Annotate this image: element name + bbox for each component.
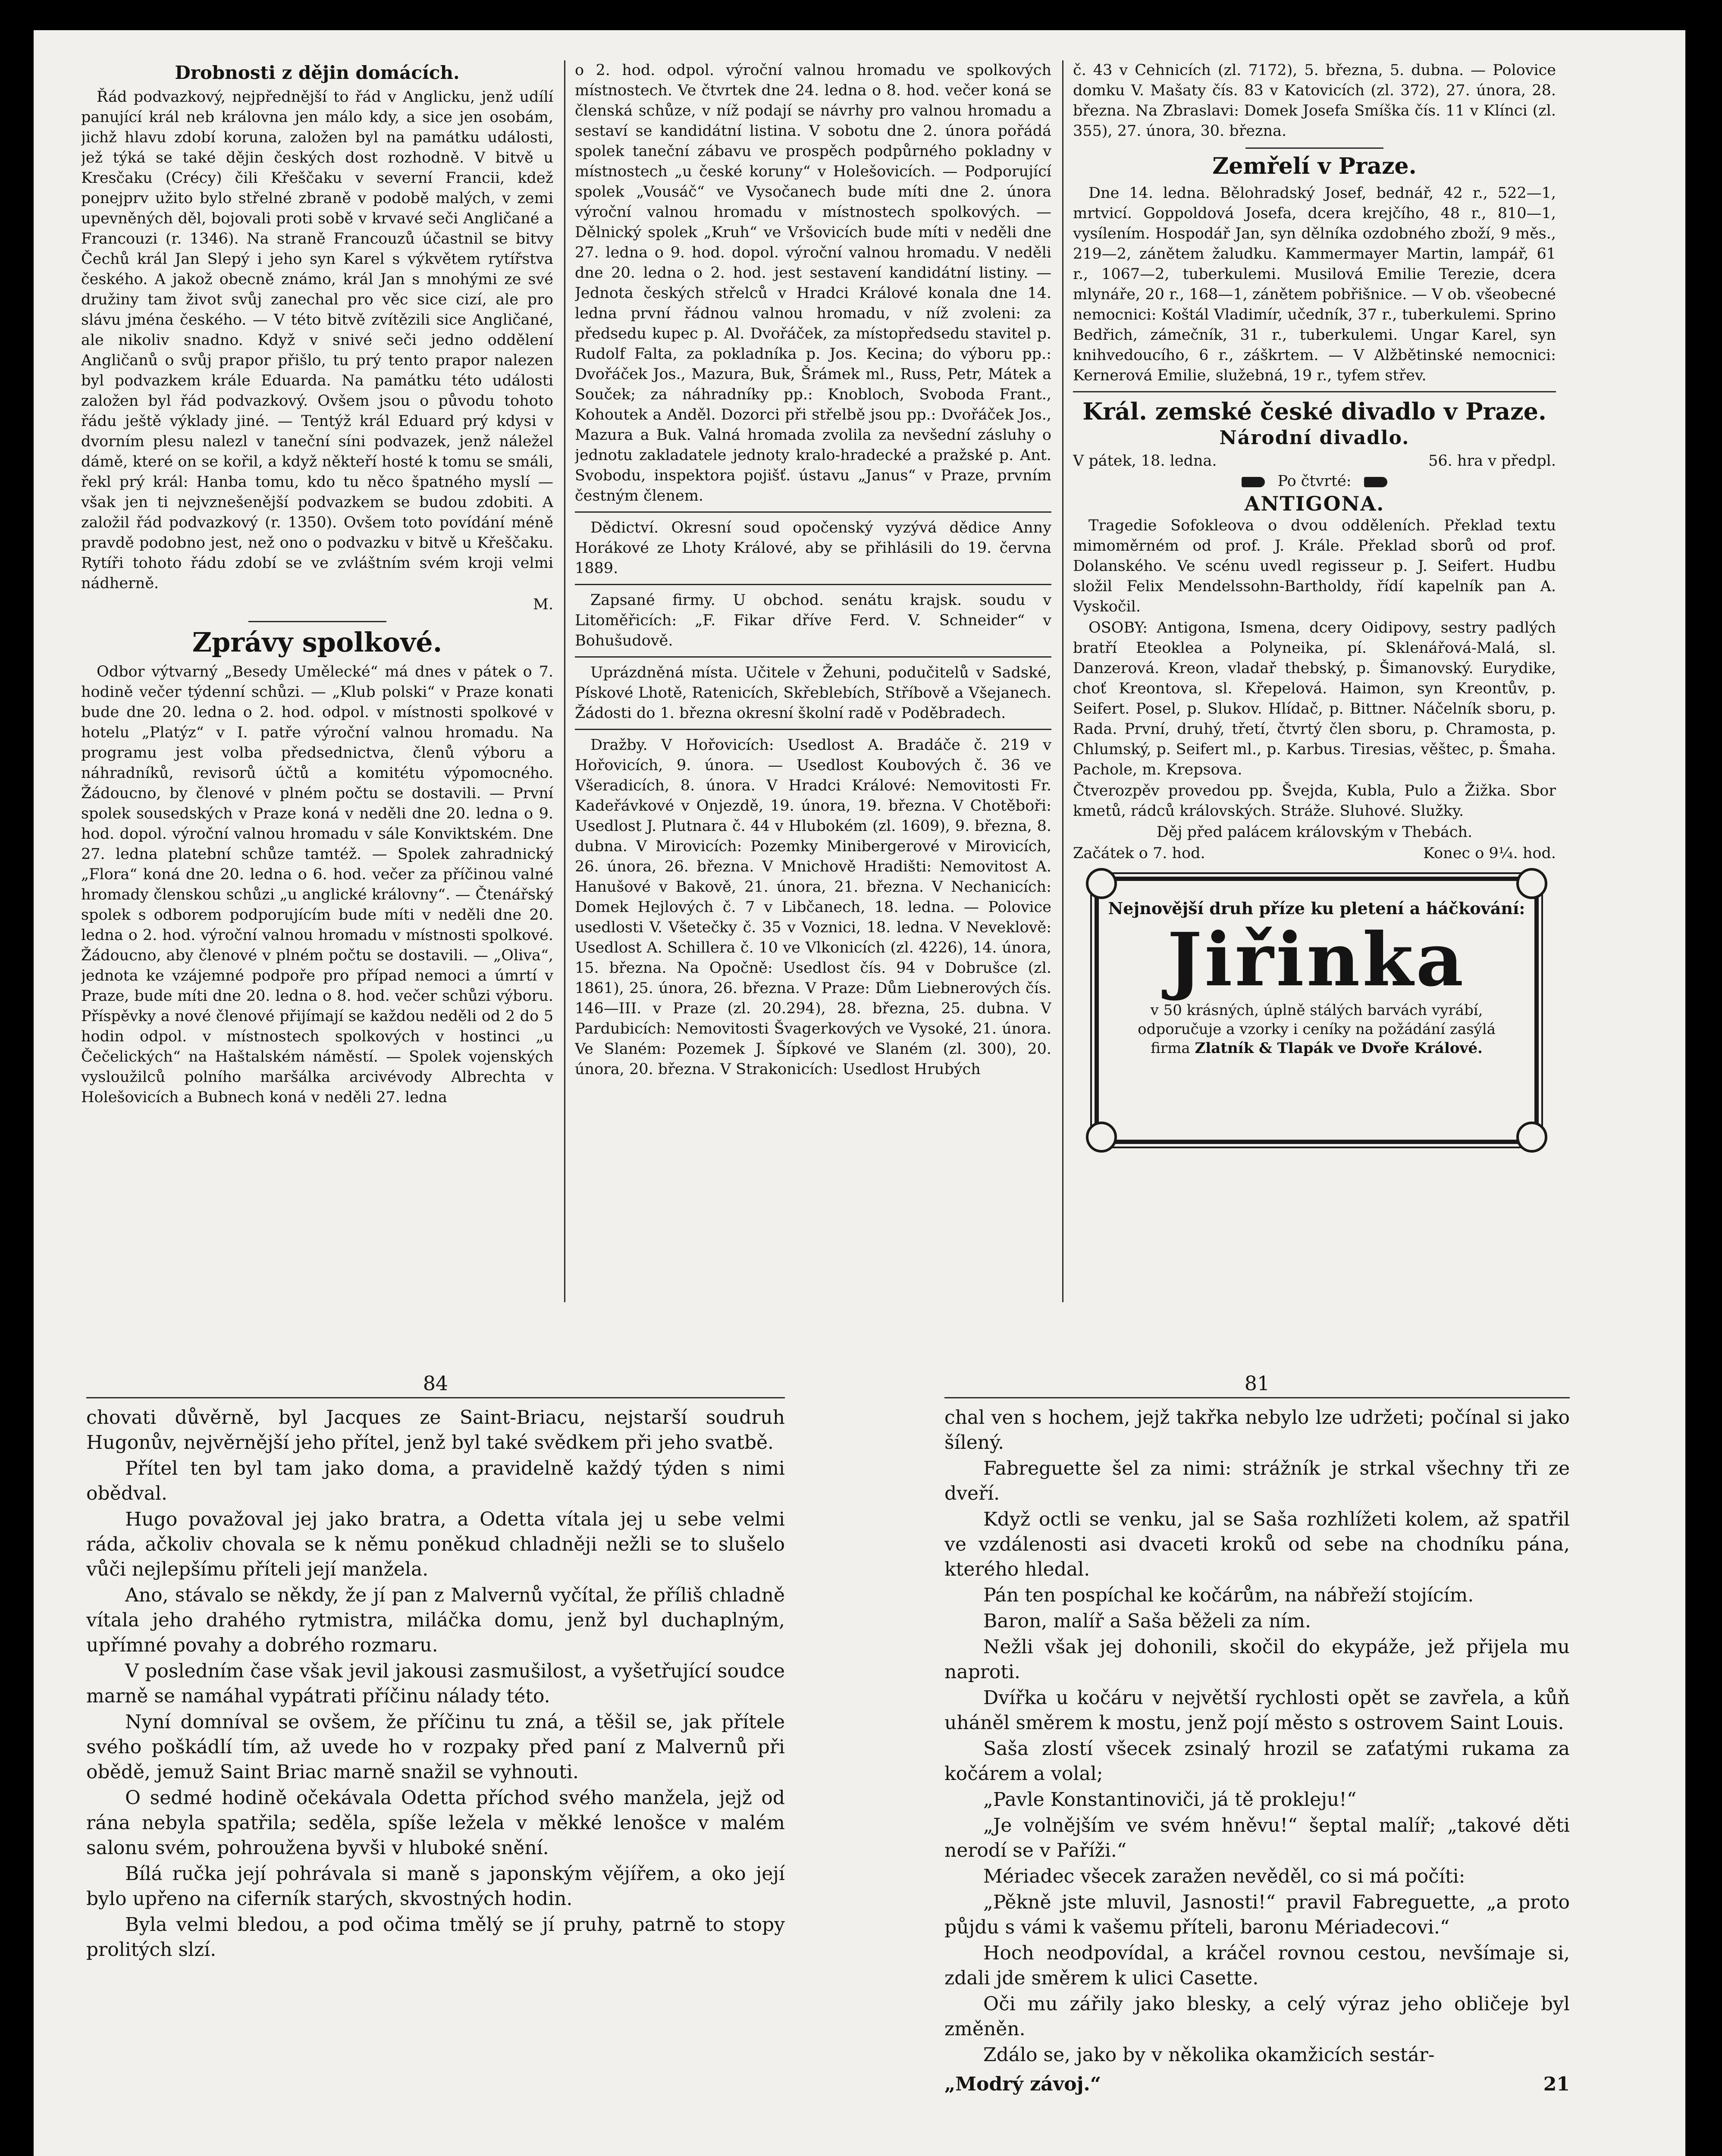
- article-paragraph: Odbor výtvarný „Besedy Umělecké“ má dnes v pátek o 7. hodině večer týdenní schůzi. — „Klub polski“ v Praze konati bude dne 20. ledna o 2. hod. odpol. v místnosti spolkové v hotelu „Platýz“ v I. patře výroční valnou hromadu. Na programu jest volba předsednictva, členů výboru a náhradníků, revisorů účtů a komitétu výpomocného. Žádoucno, by členové v plném počtu se dostavili. — První spolek sousedských v Praze koná v neděli dne 20. ledna o 9. hod. dopol. výroční valnou hromadu v sále Konviktském. Dne 27. ledna platební schůze tamtéž. — Spolek zahradnický „Flora“ koná dne 20. ledna o 6. hod. večer za příčinou valné hromady členskou schůzi „u anglické královny“. — Čtenářský spolek s odborem podporujícím bude míti v neděli dne 20. ledna o 2. hod. výroční valnou hromadu v místnosti spolkové. Žádoucno, aby členové v plném počtu se dostavili. — „Oliva“, jednota ke vzájemné podpoře pro případ nemoci a úmrtí v Praze, bude míti dne 20. ledna o 8. hod. večer schůzi výboru. Příspěvky a nové členové přijímají se každou neděli od 2 do 5 hodin odpol. v místnostech spolkových v hostinci „u Čečelických“ na Haštalském náměstí. — Spolek vojenských vysloužilců polního maršálka arcivévody Albrechta v Holešovicích a Bubnech koná v neděli 27. ledna: [81, 663, 553, 1106]
- performance-number: 56. hra v předpl.: [1428, 452, 1556, 470]
- book-paragraph: „Pěkně jste mluvil, Jasnosti!“ pravil Fabreguette, „a proto půjdu s vámi k vašemu příteli, baronu Mériadecovi.“: [944, 1891, 1570, 1938]
- ad-text-main: v 50 krásných, úplně stálých barvách vyrábí, odporučuje a vzorky i ceníky na požádání zasýlá firma: [1138, 1002, 1496, 1057]
- ad-text: [1099, 1001, 1534, 1058]
- play-setting: Děj před palácem královským v Thebách.: [1156, 824, 1473, 841]
- book-paragraph: Baron, malíř a Saša běželi za ním.: [983, 1610, 1311, 1632]
- column-2: [575, 60, 1051, 1302]
- book-paragraph: chal ven s hochem, jejž takřka nebylo lze udržeti; počínal si jako šílený.: [944, 1407, 1570, 1454]
- performance-date: V pátek, 18. ledna.: [1073, 452, 1217, 470]
- page-footer: [944, 2072, 1570, 2097]
- divider: [575, 584, 1051, 585]
- ad-firm-name: Zlatník & Tlapák ve Dvoře Králové.: [1195, 1040, 1483, 1057]
- ornament-icon: [1516, 1122, 1547, 1153]
- theatre-subtitle: Národní divadlo.: [1219, 427, 1410, 449]
- signature-number: 21: [1543, 2073, 1570, 2095]
- column-1: [81, 60, 553, 1302]
- book-paragraph: O sedmé hodině očekávala Odetta příchod svého manžela, jejž od rána nebyla spatřila; seděla, spíše ležela v měkké lenošce v malém salonu svém, pohroužena byvši v hluboké snění.: [86, 1787, 785, 1859]
- advertisement-box: [1095, 877, 1539, 1144]
- ornament-icon: [1086, 1122, 1117, 1153]
- page-number: 84: [423, 1372, 449, 1395]
- book-paragraph: Zdálo se, jako by v několika okamžicích sestár-: [983, 2044, 1435, 2066]
- article-paragraph: Řád podvazkový, nejpřednější to řád v Anglicku, jenž udílí panující král neb královna jen málo kdy, a sice jen osobám, jichž hlavu zdobí koruna, založen byl na památku události, jež týká se také dějin českých dost rozhodně. V bitvě u Kresčaku (Crécy) čili Křeščaku v severní Francii, kdež ponejprv užito bylo střelné zbraně v podobě malých, v zemi upevněných děl, bojovali proti sobě v krvavé seči Angličané a Francouzi (r. 1346). Na straně Francouzů účastnil se bitvy Čechů král Jan Slepý i jeho syn Karel s výkvětem rytířstva českého. A jakož obecně známo, král Jan s mnohými ze své družiny tam život svůj zanechal pro věc sice cizí, ale pro slávu jména českého. — V této bitvě zvítězili sice Angličané, ale nikoliv snadno. Když v snivé seči jedno oddělení Angličanů o svůj prapor přišlo, tu prý tento prapor nalezen byl podvazkem krále Eduarda. Na památku této události založen byl řád podvazkový. Ovšem jsou o původu tohoto řádu ještě výklady jiné. — Tentýž král Eduard prý kdysi v dvorním plesu nalezl v taneční síni podvazek, jenž náležel dámě, které on se kořil, a když někteří hosté k tomu se smáli, řekl prý král: Hanba tomu, kdo tu něco špatného myslí — však jen ti nejvznešenější podvazkem se budou zdobiti. A založil řád podvazkový (r. 1350). Ovšem toto povídání méně pravdě podobno jest, než ono o podvazku v bitvě u Křeščaku. Rytíři tohoto řádu zdobí se ve zvláštním svém kroji velmi nádherně.: [81, 88, 553, 592]
- thursday-label: Po čtvrté:: [1277, 473, 1352, 490]
- pointing-hand-icon: [1364, 477, 1387, 487]
- book-paragraph: Dvířka u kočáru v největší rychlosti opět se zavřela, a kůň uháněl směrem k mostu, jenž pojí město s ostrovem Saint Louis.: [944, 1687, 1570, 1734]
- thursday-row: [1073, 471, 1556, 492]
- section-heading-deaths: Zemřelí v Praze.: [1212, 153, 1417, 179]
- page-rule: [86, 1397, 785, 1398]
- notice-firms: Zapsané firmy. U obchod. senátu krajsk. soudu v Litoměřicích: „F. Fikar dříve Ferd. V. Schneider“ v Bohušudově.: [575, 592, 1051, 649]
- section-heading-history: Drobnosti z dějin domácích.: [175, 62, 460, 83]
- book-paragraph: Byla velmi bledou, a pod očima tmělý se jí pruhy, patrně to stopy prolitých slzí.: [86, 1914, 785, 1961]
- book-paragraph: „Je volnějším ve svém hněvu!“ šeptal malíř; „takové děti nerodí se v Paříži.“: [944, 1814, 1570, 1861]
- times-row: [1073, 843, 1556, 864]
- newspaper-clipping: [81, 60, 1556, 1311]
- divider: [1245, 147, 1383, 149]
- book-paragraph: Mériadec všecek zaražen nevěděl, co si má počíti:: [983, 1865, 1465, 1887]
- play-cast: OSOBY: Antigona, Ismena, dcery Oidipovy, sestry padlých bratří Eteoklea a Polyneika, pí. Sklenářová-Malá, sl. Danzerová. Kreon, vladař thebský, p. Šimanovský. Eurydike, choť Kreontova, sl. Křepelová. Haimon, syn Kreontův, p. Seifert. Posel, p. Slukov. Hlídač, p. Bittner. Náčelník sboru, p. Rada. První, druhý, třetí, čtvrtý člen sboru, p. Chramosta, p. Chlumský, p. Seifert ml., p. Karbus. Tiresias, věštec, p. Šmaha. Pachole, m. Krepsova.: [1073, 619, 1556, 778]
- book-paragraph: Nežli však jej dohonili, skočil do ekypáže, jež přijela mu naproti.: [944, 1636, 1570, 1683]
- notice-auctions-continued: č. 43 v Cehnicích (zl. 7172), 5. března, 5. dubna. — Polovice domku V. Mašaty čís. 83 v Katovicích (zl. 372), 27. února, 28. března. Na Zbraslavi: Domek Josefa Smíška čís. 11 v Klínci (zl. 355), 27. února, 30. března.: [1073, 62, 1556, 140]
- book-page-left: [86, 1371, 785, 2156]
- book-paragraph: Nyní domníval se ovšem, že příčinu tu zná, a těšil se, jak přítele svého poškádlí tím, až uvede ho v rozpaky před paní z Malvernů při obědě, jemuž Saint Briac marně snažil se vyhnouti.: [86, 1711, 785, 1783]
- book-paragraph: „Pavle Konstantinoviči, já tě prokleju!“: [983, 1789, 1357, 1811]
- page-number: 81: [1244, 1372, 1270, 1395]
- notice-inheritance: Dědictví. Okresní soud opočenský vyzývá dědice Anny Horákové ze Lhoty Králové, aby se přihlásili do 19. června 1889.: [575, 519, 1051, 577]
- play-title: ANTIGONA.: [1244, 492, 1385, 515]
- book-paragraph: Oči mu zářily jako blesky, a celý výraz jeho obličeje byl změněn.: [944, 1993, 1570, 2040]
- book-title-footer: „Modrý závoj.“: [944, 2073, 1101, 2095]
- book-paragraph: Saša zlostí všecek zsinalý hrozil se zaťatými rukama za kočárem a volal;: [944, 1738, 1570, 1785]
- ad-brand-name: Jiřinka: [1167, 917, 1466, 1003]
- book-paragraph: Hugo považoval jej jako bratra, a Odetta vítala jej u sebe velmi ráda, ačkoliv chovala se k němu poněkud chladněji nežli se to slušelo vůči nejlepšímu příteli její manžela.: [86, 1508, 785, 1580]
- divider: [1073, 391, 1556, 392]
- book-paragraph: V posledním čase však jevil jakousi zasmušilost, a vyšetřující soudce marně se namáhal vypátrati příčinu nálady této.: [86, 1660, 785, 1707]
- section-heading-societies: Zprávy spolkové.: [192, 627, 442, 658]
- article-paragraph: o 2. hod. odpol. výroční valnou hromadu ve spolkových místnostech. Ve čtvrtek dne 24. ledna o 8. hod. večer koná se členská schůze, v níž podají se návrhy pro valnou hromadu a sestaví se kandidátní listina. V sobotu dne 2. února pořádá spolek taneční zábavu ve prospěch podpůrného pokladny v místnostech „u české koruny“ v Holešovicích. — Podporující spolek „Vousáč“ ve Vysočanech bude míti dne 2. února výroční valnou hromadu v místnostech spolkových. — Dělnický spolek „Kruh“ ve Vršovicích bude míti v neděli dne 27. ledna o 9. hod. dopol. výroční valnou hromadu. V neděli dne 20. ledna o 2. hod. jest sestavení kandidátní listiny. — Jednota českých střelců v Hradci Králové konala dne 14. ledna první řádnou valnou hromadu, v níž zvoleni: za předsedu kupec p. Al. Dvořáček, za místopředsedu stavitel p. Rudolf Falta, za pokladníka p. Jos. Kecina; do výboru pp.: Dvořáček Jos., Mazura, Buk, Šrámek ml., Russ, Petr, Mátek a Souček; za náhradníky pp.: Knobloch, Svoboda Frant., Kohoutek a Anděl. Dozorci při střelbě jsou pp.: Dvořáček Jos., Mazura a Buk. Valná hromada zvolila za nevšední zásluhy o jednotu zakladatele jednoty kralo-hradecké a pražské p. Ant. Svobodu, inspektora pojišť. ústavu „Janus“ v Praze, prvním čestným členem.: [575, 62, 1051, 505]
- ornament-icon: [1086, 868, 1117, 899]
- performance-row: [1073, 451, 1556, 471]
- book-paragraph: Přítel ten byl tam jako doma, a pravidelně každý týden s nimi obědval.: [86, 1457, 785, 1504]
- divider: [575, 511, 1051, 513]
- book-paragraph: Fabreguette šel za nimi: strážník je strkal všechny tři ze dveří.: [944, 1457, 1570, 1504]
- book-paragraph: Když octli se venku, jal se Saša rozhlížeti kolem, až spatřil ve vzdálenosti asi dvaceti kroků od sebe na chodníku pána, kterého hledal.: [944, 1508, 1570, 1580]
- divider: [575, 729, 1051, 730]
- column-3: [1073, 60, 1556, 1302]
- book-paragraph: Bílá ručka její pohrávala si maně s japonským vějířem, a oko její bylo upřeno na ciferník starých, skvostných hodin.: [86, 1863, 785, 1910]
- play-description: Tragedie Sofokleova o dvou odděleních. Překlad textu mimoměrném od prof. J. Krále. Překlad sborů od prof. Dolanského. Ve scénu uvedl regisseur p. J. Seifert. Hudbu složil Felix Mendelssohn-Bartholdy, řídí kapelník pan A. Vyskočil.: [1073, 517, 1556, 615]
- page-rule: [944, 1397, 1570, 1398]
- pointing-hand-icon: [1242, 477, 1265, 487]
- notice-auctions: Dražby. V Hořovicích: Usedlost A. Bradáče č. 219 v Hořovicích, 9. února. — Usedlost Koubových č. 36 ve Všeradicích, 8. února. V Hradci Králové: Nemovitosti Fr. Kadeřávkové v Onjezdě, 19. února, 19. března. V Chotěboři: Usedlost J. Plutnara č. 44 v Hlubokém (zl. 1609), 9. března, 8. dubna. V Mirovicích: Pozemky Minibergerové v Mirovicích, 26. února, 26. března. V Mnichově Hradišti: Nemovitost A. Hanušové v Bakově, 21. února, 21. března. V Nechanicích: Domek Hejlových č. 7 v Libčanech, 18. ledna. — Polovice usedlosti V. Všetečky č. 35 v Voznici, 18. ledna. V Neveklově: Usedlost A. Schillera č. 10 ve Vlkonicích (zl. 4226), 14. února, 15. března. Na Opočně: Usedlost čís. 94 v Dobrušce (zl. 1861), 25. února, 26. března. V Praze: Dům Liebnerových čís. 146—III. v Praze (zl. 20.294), 28. března, 25. dubna. V Pardubicích: Nemovitosti Švagerkových ve Vysoké, 21. února. Ve Slaném: Pozemek J. Šípkové ve Slaném (zl. 300), 20. února, 20. března. V Strakonicích: Usedlost Hrubých: [575, 736, 1051, 1078]
- author-signature: M.: [533, 596, 553, 613]
- ad-headline: Nejnovější druh příze ku pletení a háčkování:: [1108, 899, 1525, 918]
- divider: [248, 621, 386, 622]
- book-paragraph: Hoch neodpovídal, a kráčel rovnou cestou, nevšímaje si, zdali jde směrem k ulici Casette.: [944, 1942, 1570, 1989]
- notice-vacancies: Uprázdněná místa. Učitele v Žehuni, podučitelů v Sadské, Pískové Lhotě, Ratenicích, Skřeblebích, Stříbově a Všejanech. Žádosti do 1. března okresní školní radě v Poděbradech.: [575, 664, 1051, 722]
- book-page-right: [944, 1371, 1570, 2156]
- column-rule: [564, 60, 565, 1302]
- column-rule: [1062, 60, 1063, 1302]
- book-paragraph: Pán ten pospíchal ke kočárům, na nábřeží stojícím.: [983, 1584, 1474, 1606]
- divider: [575, 656, 1051, 658]
- play-chorus: Čtverozpěv provedou pp. Švejda, Kubla, Pulo a Žižka. Sbor kmetů, rádců královských. Stráže. Sluhové. Služky.: [1073, 782, 1556, 820]
- start-time: Začátek o 7. hod.: [1073, 845, 1205, 862]
- book-paragraph: Ano, stávalo se někdy, že jí pan z Malvernů vyčítal, že příliš chladně vítala jeho drahého rytmistra, miláčka domu, jenž byl duchaplným, upřímné povahy a dobrého rozmaru.: [86, 1584, 785, 1656]
- theatre-title: Král. zemské české divadlo v Praze.: [1082, 398, 1546, 425]
- end-time: Konec o 9¼. hod.: [1423, 845, 1556, 862]
- deaths-list: Dne 14. ledna. Bělohradský Josef, bednář, 42 r., 522—1, mrtvicí. Goppoldová Josefa, dcera krejčího, 48 r., 810—1, vysílením. Hospodář Jan, syn dělníka ozdobného zboží, 9 měs., 219—2, zánětem žaludku. Kammermayer Martin, lampář, 61 r., 1067—2, tuberkulemi. Musilová Emilie Terezie, dcera mlynáře, 20 r., 168—1, zánětem pobřišnice. — V ob. všeobecné nemocnici: Koštál Vladimír, učedník, 37 r., tuberkulemi. Sprino Bedřich, zámečník, 31 r., tuberkulemi. Ungar Karel, syn knihvedoucího, 6 r., záškrtem. — V Alžbětinské nemocnici: Kernerová Emilie, služebná, 19 r., tyfem střev.: [1073, 185, 1556, 384]
- book-paragraph: chovati důvěrně, byl Jacques ze Saint-Briacu, nejstarší soudruh Hugonův, nejvěrnější jeho přítel, jenž byl také svědkem při jeho svatbě.: [86, 1407, 785, 1454]
- ornament-icon: [1516, 868, 1547, 899]
